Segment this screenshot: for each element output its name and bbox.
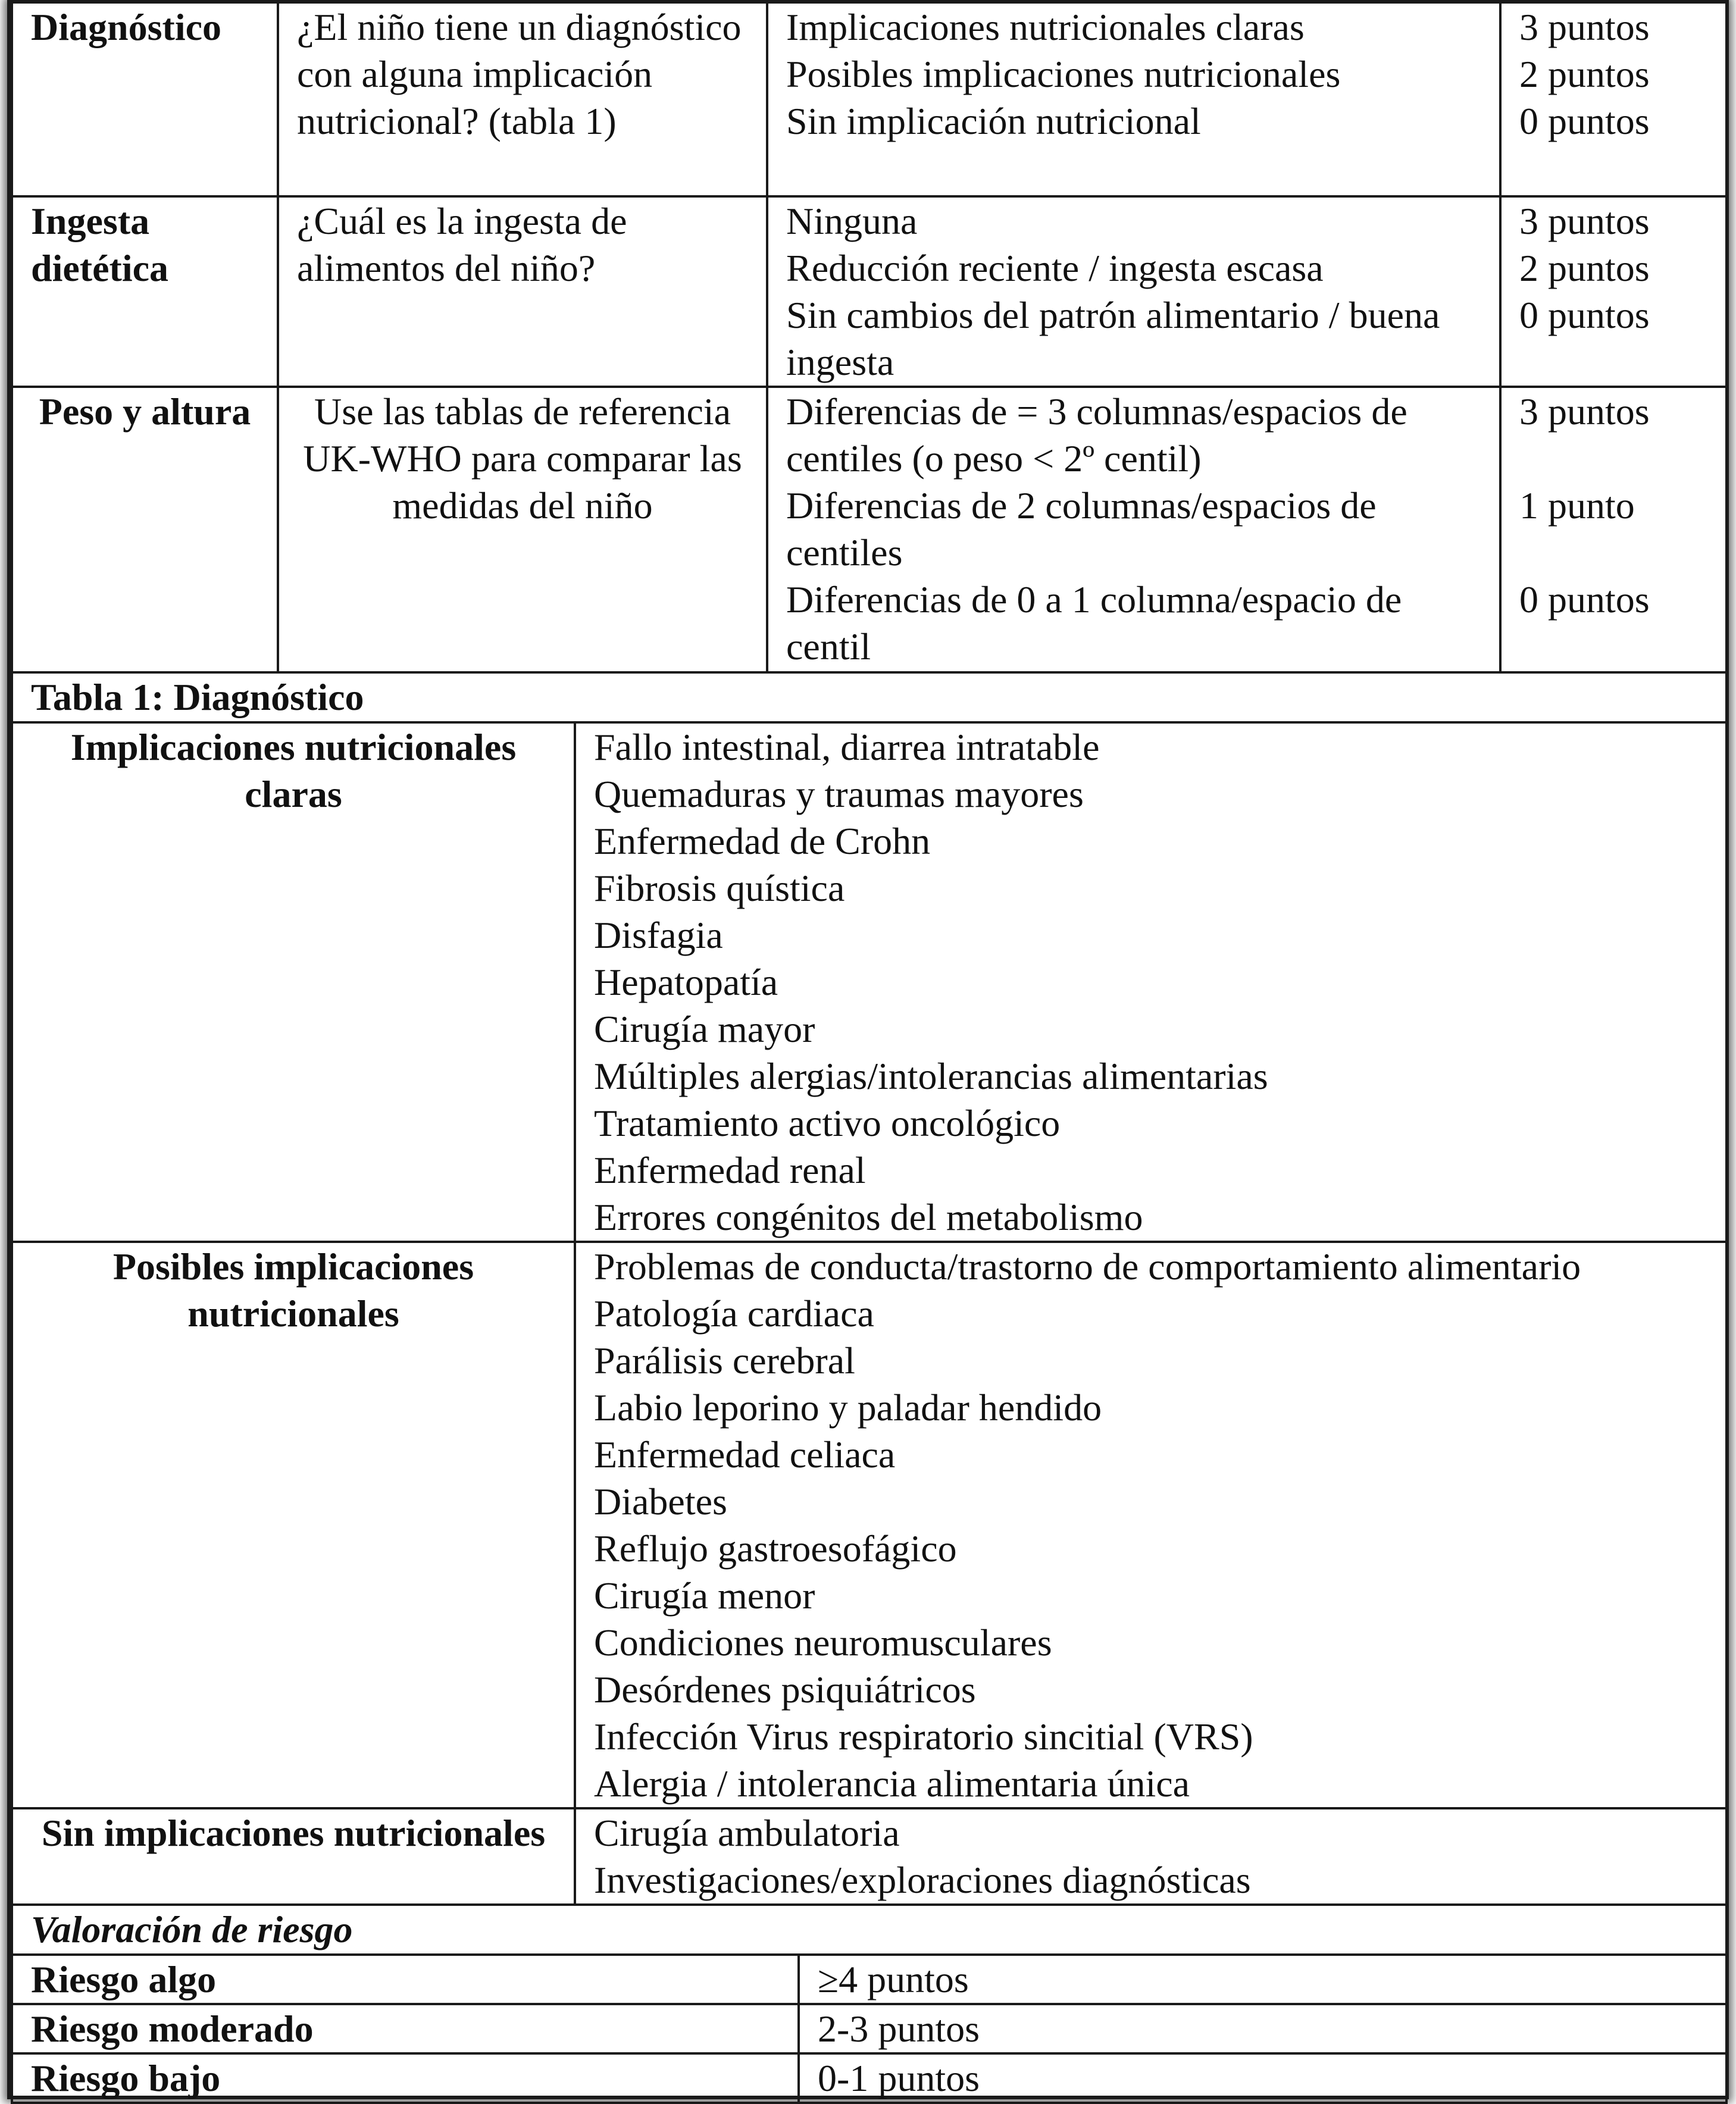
scoring-row-diagnostico	[12, 4, 1726, 196]
category-label: Peso y altura	[39, 390, 251, 433]
list-item: Disfagia	[594, 914, 723, 956]
list-item: Investigaciones/exploraciones diagnósticas	[594, 1859, 1251, 1901]
group-label-cell	[12, 1242, 575, 1808]
option-text: Diferencias de 0 a 1 columna/espacio de centil	[786, 578, 1402, 668]
scoring-row-ingesta	[12, 196, 1726, 387]
list-item: Fallo intestinal, diarrea intratable	[594, 726, 1100, 768]
category-cell	[12, 387, 278, 672]
list-item: Enfermedad renal	[594, 1149, 866, 1191]
diagnosis-group-claras	[12, 722, 1726, 1242]
question-text: ¿El niño tiene un diagnóstico con alguna implicación nutricional? (tabla 1)	[297, 6, 742, 142]
list-item: Desórdenes psiquiátricos	[594, 1668, 976, 1711]
question-cell	[278, 196, 767, 387]
group-label: Sin implicaciones nutricionales	[41, 1812, 546, 1854]
option-text: Ninguna	[786, 200, 918, 242]
category-label: Diagnóstico	[31, 6, 221, 48]
group-items-cell	[575, 1808, 1726, 1905]
option-text: Sin cambios del patrón alimentario / buena ingesta	[786, 294, 1440, 383]
risk-value: ≥4 puntos	[799, 1955, 1726, 2004]
list-item: Fibrosis quística	[594, 867, 845, 909]
diagnosis-table-title-row	[12, 674, 1726, 722]
list-item: Condiciones neuromusculares	[594, 1621, 1052, 1664]
question-text: Use las tablas de referencia UK-WHO para comparar las medidas del niño	[303, 390, 742, 527]
document-frame	[7, 0, 1729, 2099]
group-items-cell	[575, 1242, 1726, 1808]
question-cell	[278, 387, 767, 672]
list-item: Enfermedad de Crohn	[594, 820, 931, 862]
option-points: 3 puntos	[1519, 200, 1650, 242]
options-cell	[767, 4, 1500, 196]
group-items-cell	[575, 722, 1726, 1242]
option-points: 3 puntos	[1519, 390, 1650, 433]
points-cell	[1500, 4, 1726, 196]
option-points: 2 puntos	[1519, 247, 1650, 289]
options-cell	[767, 196, 1500, 387]
list-item: Cirugía ambulatoria	[594, 1812, 900, 1854]
group-label-cell	[12, 722, 575, 1242]
list-item: Hepatopatía	[594, 961, 778, 1003]
list-item: Reflujo gastroesofágico	[594, 1527, 957, 1570]
list-item: Múltiples alergias/intolerancias alimentarias	[594, 1055, 1268, 1097]
category-cell	[12, 196, 278, 387]
risk-title: Valoración de riesgo	[12, 1906, 1726, 1955]
risk-row	[12, 2053, 1726, 2103]
option-text: Reducción reciente / ingesta escasa	[786, 247, 1324, 289]
question-text: ¿Cuál es la ingesta de alimentos del niño?	[297, 200, 627, 289]
option-points: 0 puntos	[1519, 100, 1650, 142]
option-text: Sin implicación nutricional	[786, 100, 1201, 142]
risk-title-row	[12, 1906, 1726, 1955]
list-item: Cirugía mayor	[594, 1008, 815, 1050]
diagnosis-table	[11, 674, 1728, 1906]
scoring-row-peso	[12, 387, 1726, 672]
risk-value: 2-3 puntos	[799, 2004, 1726, 2053]
list-item: Errores congénitos del metabolismo	[594, 1196, 1143, 1238]
risk-label: Riesgo algo	[12, 1955, 799, 2004]
list-item: Problemas de conducta/trastorno de comportamiento alimentario	[594, 1245, 1581, 1288]
group-label: Implicaciones nutricionales claras	[70, 726, 517, 815]
option-text: Posibles implicaciones nutricionales	[786, 53, 1341, 95]
risk-value: 0-1 puntos	[799, 2053, 1726, 2103]
option-points: 2 puntos	[1519, 53, 1650, 95]
list-item: Patología cardiaca	[594, 1292, 874, 1335]
risk-table	[11, 1906, 1728, 2104]
option-points: 0 puntos	[1519, 578, 1650, 621]
diagnosis-table-title: Tabla 1: Diagnóstico	[12, 674, 1726, 722]
risk-row	[12, 2004, 1726, 2053]
list-item: Tratamiento activo oncológico	[594, 1102, 1061, 1144]
question-cell	[278, 4, 767, 196]
risk-label: Riesgo bajo	[12, 2053, 799, 2103]
list-item: Infección Virus respiratorio sincitial (VRS)	[594, 1715, 1253, 1758]
option-text: Diferencias de = 3 columnas/espacios de centiles (o peso < 2º centil)	[786, 390, 1407, 480]
option-text: Implicaciones nutricionales claras	[786, 6, 1305, 48]
category-cell	[12, 4, 278, 196]
diagnosis-group-posibles	[12, 1242, 1726, 1808]
points-cell	[1500, 196, 1726, 387]
option-points: 0 puntos	[1519, 294, 1650, 336]
list-item: Cirugía menor	[594, 1574, 815, 1617]
list-item: Quemaduras y traumas mayores	[594, 773, 1084, 815]
list-item: Diabetes	[594, 1480, 727, 1523]
group-label: Posibles implicaciones nutricionales	[112, 1245, 474, 1335]
option-points: 1 punto	[1519, 484, 1635, 527]
points-cell	[1500, 387, 1726, 672]
options-cell	[767, 387, 1500, 672]
option-text: Diferencias de 2 columnas/espacios de centiles	[786, 484, 1377, 574]
category-label: Ingesta dietética	[31, 200, 168, 289]
list-item: Parálisis cerebral	[594, 1339, 855, 1382]
list-item: Enfermedad celiaca	[594, 1433, 896, 1476]
option-points: 3 puntos	[1519, 6, 1650, 48]
scoring-table	[11, 4, 1728, 674]
risk-row	[12, 1955, 1726, 2004]
list-item: Alergia / intolerancia alimentaria única	[594, 1762, 1190, 1805]
risk-label: Riesgo moderado	[12, 2004, 799, 2053]
document	[11, 4, 1725, 2104]
diagnosis-group-sin	[12, 1808, 1726, 1905]
group-label-cell	[12, 1808, 575, 1905]
list-item: Labio leporino y paladar hendido	[594, 1386, 1102, 1429]
